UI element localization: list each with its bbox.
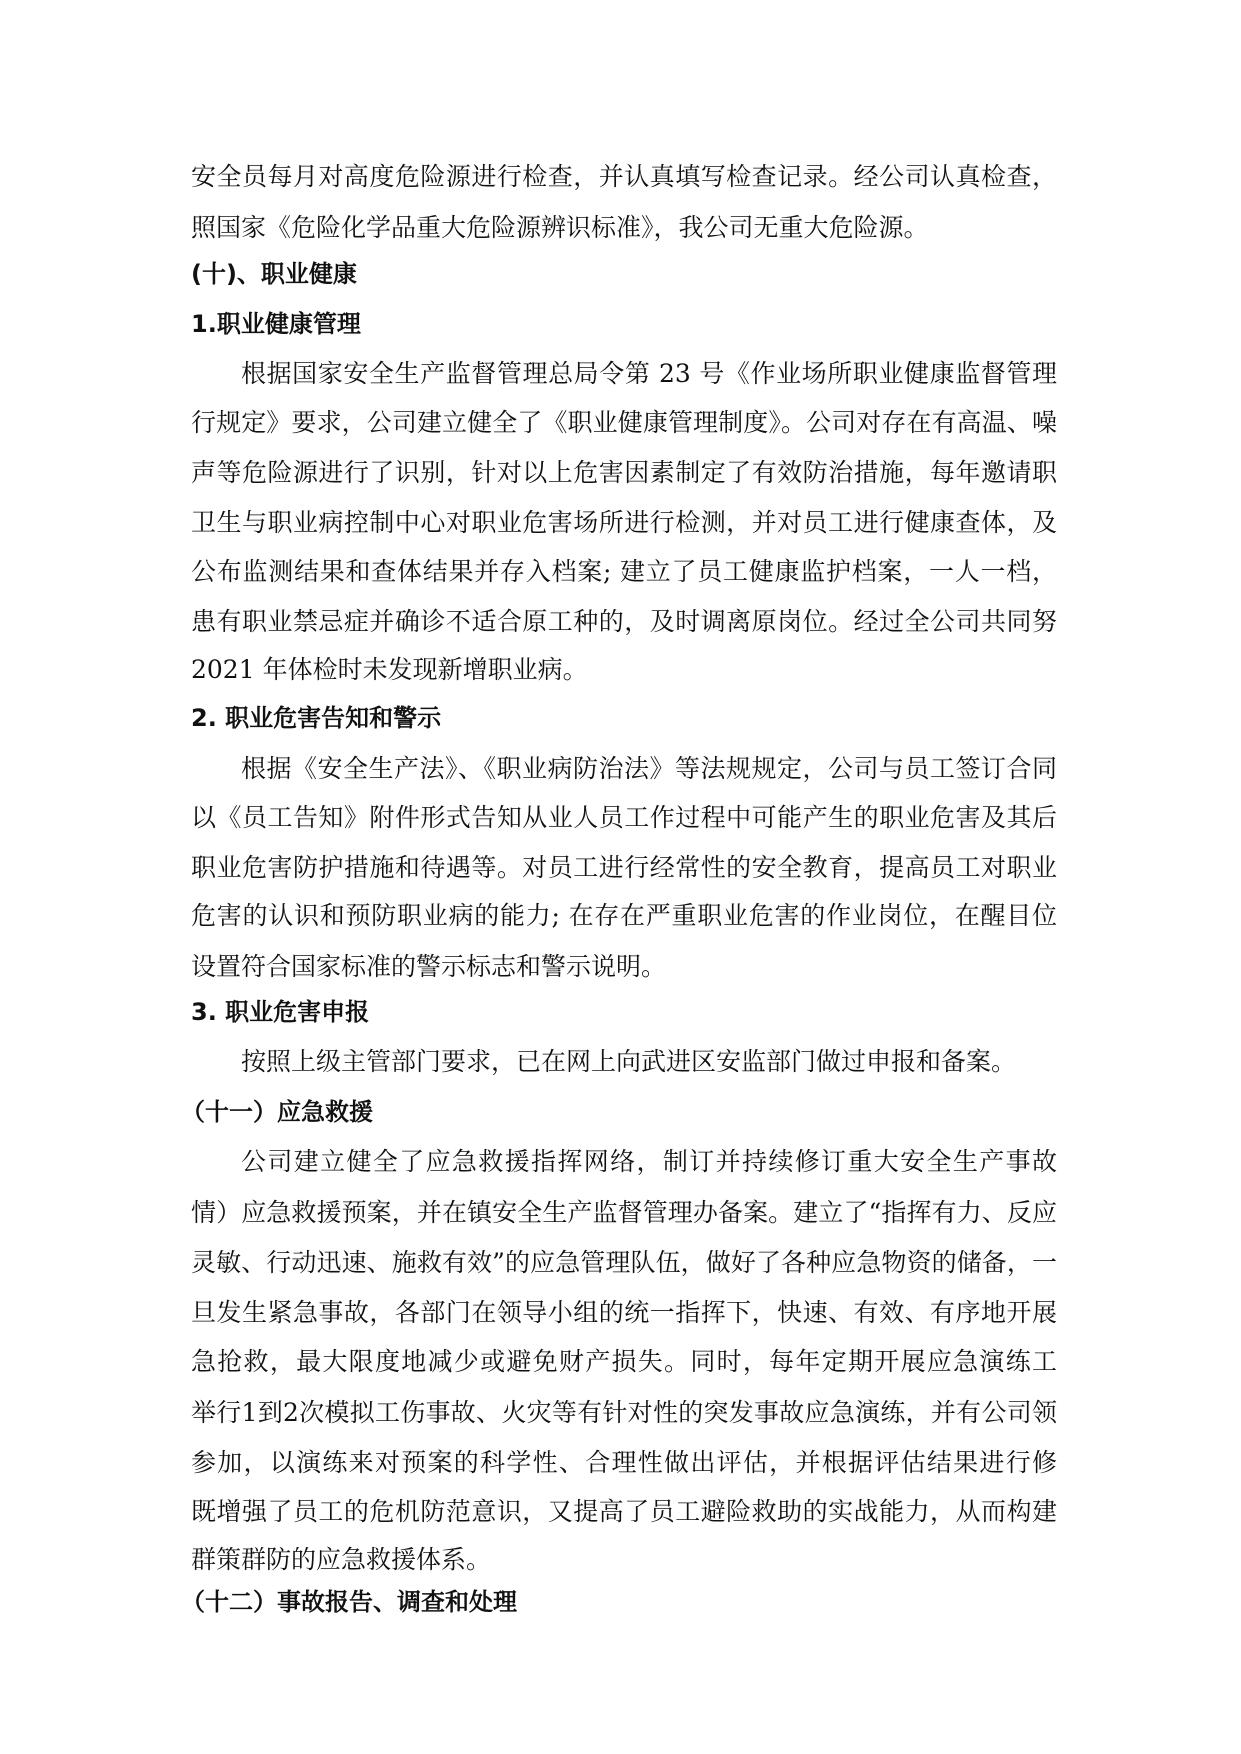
paragraph-line: 以《员工告知》附件形式告知从业人员工作过程中可能产生的职业危害及其后 (191, 803, 1057, 832)
paragraph-line: 既增强了员工的危机防范意识，又提高了员工避险救助的实战能力，从而构建 (191, 1497, 1057, 1526)
section-heading: （十二）事故报告、调查和处理 (181, 1588, 517, 1616)
paragraph-line: 公司建立健全了应急救援指挥网络，制订并持续修订重大安全生产事故 (241, 1147, 1057, 1176)
subsection-heading: 1.职业健康管理 (191, 310, 361, 338)
paragraph-line: 参加，以演练来对预案的科学性、合理性做出评估，并根据评估结果进行修 (191, 1448, 1057, 1477)
paragraph-line: 公布监测结果和查体结果并存入档案; 建立了员工健康监护档案，一人一档， (191, 557, 1057, 586)
paragraph-line: 职业危害防护措施和待遇等。对员工进行经常性的安全教育，提高员工对职业 (191, 853, 1057, 882)
paragraph-line: 安全员每月对高度危险源进行检查，并认真填写检查记录。经公司认真检查， (191, 162, 1057, 191)
paragraph-line: 2021 年体检时未发现新增职业病。 (191, 655, 588, 684)
paragraph-line: 卫生与职业病控制中心对职业危害场所进行检测，并对员工进行健康查体，及 (191, 508, 1057, 537)
paragraph-line: 旦发生紧急事故，各部门在领导小组的统一指挥下，快速、有效、有序地开展 (191, 1298, 1057, 1327)
section-heading: (十)、职业健康 (191, 260, 357, 288)
paragraph-line: 照国家《危险化学品重大危险源辨识标准》，我公司无重大危险源。 (191, 213, 929, 242)
paragraph-line: 情）应急救援预案，并在镇安全生产监督管理办备案。建立了“指挥有力、反应 (191, 1198, 1057, 1227)
paragraph-line: 患有职业禁忌症并确诊不适合原工种的，及时调离原岗位。经过全公司共同努 (191, 607, 1057, 636)
subsection-heading: 3. 职业危害申报 (191, 998, 370, 1026)
paragraph-line: 灵敏、行动迅速、施救有效”的应急管理队伍，做好了各种应急物资的储备，一 (191, 1248, 1057, 1277)
paragraph-line: 行规定》要求，公司建立健全了《职业健康管理制度》。公司对存在有高温、噪 (191, 408, 1057, 437)
paragraph-line: 声等危险源进行了识别，针对以上危害因素制定了有效防治措施，每年邀请职 (191, 458, 1057, 487)
subsection-heading: 2. 职业危害告知和警示 (191, 704, 442, 732)
section-heading: （十一）应急救援 (181, 1098, 373, 1126)
paragraph-line: 设置符合国家标准的警示标志和警示说明。 (191, 952, 667, 981)
paragraph-line: 根据《安全生产法》、《职业病防治法》等法规规定，公司与员工签订合同 (241, 754, 1057, 783)
paragraph-line: 群策群防的应急救援体系。 (191, 1545, 492, 1574)
paragraph-line: 危害的认识和预防职业病的能力; 在存在严重职业危害的作业岗位，在醒目位 (191, 901, 1057, 930)
paragraph-line: 根据国家安全生产监督管理总局令第 23 号《作业场所职业健康监督管理 (241, 359, 1057, 388)
paragraph-line: 按照上级主管部门要求，已在网上向武进区安监部门做过申报和备案。 (241, 1047, 1017, 1076)
paragraph-line: 急抢救，最大限度地减少或避免财产损失。同时，每年定期开展应急演练工 (191, 1347, 1057, 1376)
paragraph-line: 举行1到2次模拟工伤事故、火灾等有针对性的突发事故应急演练，并有公司领 (191, 1398, 1057, 1427)
